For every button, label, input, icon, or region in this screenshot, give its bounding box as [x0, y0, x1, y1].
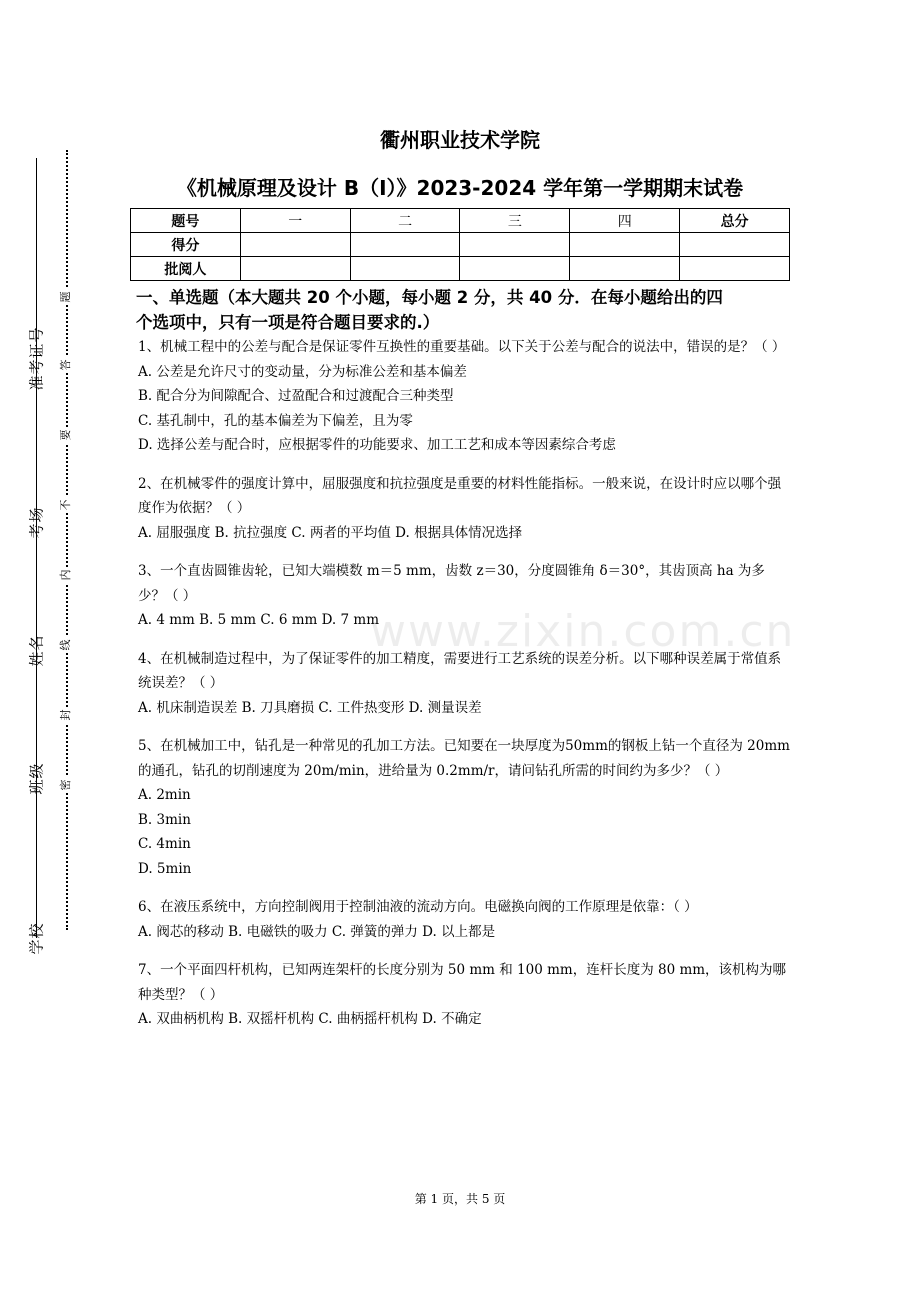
option: A. 阀芯的移动 B. 电磁铁的吸力 C. 弹簧的弹力 D. 以上都是 — [138, 923, 496, 940]
name-label: 姓名 — [27, 634, 46, 667]
option: A. 屈服强度 B. 抗拉强度 C. 两者的平均值 D. 根据具体情况选择 — [138, 524, 523, 541]
question-5 — [138, 734, 790, 881]
grader-cell[interactable] — [350, 257, 460, 281]
question-1 — [138, 335, 790, 458]
section-heading — [136, 285, 790, 335]
question-7 — [138, 958, 790, 1032]
table-header-cell: 二 — [350, 209, 460, 233]
question-6 — [138, 895, 790, 944]
score-table — [130, 208, 790, 281]
score-cell[interactable] — [460, 233, 570, 257]
seal-char: 封 — [59, 707, 73, 723]
option: B. 配合分为间隙配合、过盈配合和过渡配合三种类型 — [138, 388, 454, 404]
seal-char: 题 — [59, 289, 73, 305]
row-label-grader: 批阅人 — [131, 257, 241, 281]
question-2 — [138, 472, 790, 546]
grader-cell[interactable] — [460, 257, 570, 281]
table-header-cell: 总分 — [680, 209, 790, 233]
question-stem: 2、在机械零件的强度计算中，屈服强度和抗拉强度是重要的材料性能指标。一般来说，在设计时应以哪个强度作为依据？（ ） — [138, 475, 782, 516]
grader-cell[interactable] — [680, 257, 790, 281]
option: A. 机床制造误差 B. 刀具磨损 C. 工件热变形 D. 测量误差 — [138, 699, 482, 716]
question-stem: 6、在液压系统中，方向控制阀用于控制油液的流动方向。电磁换向阀的工作原理是依靠：（ ） — [138, 899, 698, 915]
question-stem: 1、机械工程中的公差与配合是保证零件互换性的重要基础。以下关于公差与配合的说法中，错误的是？（ ） — [138, 339, 786, 355]
table-row — [131, 233, 790, 257]
seal-char: 密 — [59, 777, 73, 793]
binding-dotted-line — [66, 150, 68, 930]
section-heading-line: 一、单选题（本大题共 20 个小题，每小题 2 分，共 40 分．在每小题给出的四 — [136, 288, 723, 307]
table-header-cell: 三 — [460, 209, 570, 233]
exam-room-label: 考场 — [27, 506, 46, 539]
table-header-cell: 一 — [240, 209, 350, 233]
score-cell[interactable] — [680, 233, 790, 257]
row-label-score: 得分 — [131, 233, 241, 257]
binding-solid-line — [36, 158, 37, 938]
score-cell[interactable] — [240, 233, 350, 257]
watermark: www.zixin.com.cn — [370, 606, 796, 657]
score-cell[interactable] — [570, 233, 680, 257]
option: D. 选择公差与配合时，应根据零件的功能要求、加工工艺和成本等因素综合考虑 — [138, 437, 616, 453]
question-4 — [138, 647, 790, 721]
binding-margin — [0, 140, 90, 960]
school-label: 学校 — [27, 922, 46, 955]
exam-id-label: 准考证号 — [27, 326, 46, 391]
seal-char: 不 — [59, 497, 73, 513]
seal-char: 线 — [59, 637, 73, 653]
class-label: 班级 — [27, 762, 46, 795]
option: A. 4 mm B. 5 mm C. 6 mm D. 7 mm — [138, 612, 379, 628]
question-3 — [138, 559, 790, 633]
question-stem: 5、在机械加工中，钻孔是一种常见的孔加工方法。已知要在一块厚度为50mm的钢板上钻一个直径为 20mm 的通孔，钻孔的切削速度为 20m/min，进给量为 0.2mm/r，请问钻孔所需的时间约为多少？（ ） — [138, 738, 790, 779]
exam-title: 《机械原理及设计 B（Ⅰ）》2023-2024 学年第一学期期末试卷 — [176, 176, 744, 200]
question-stem: 3、一个直齿圆锥齿轮，已知大端模数 m＝5 mm，齿数 z＝30，分度圆锥角 δ＝30°，其齿顶高 ha 为多少？（ ） — [138, 563, 765, 604]
table-row — [131, 257, 790, 281]
option: D. 5min — [138, 860, 192, 877]
table-header-cell: 题号 — [131, 209, 241, 233]
option: A. 双曲柄机构 B. 双摇杆机构 C. 曲柄摇杆机构 D. 不确定 — [138, 1011, 482, 1027]
seal-char: 答 — [59, 357, 73, 373]
score-cell[interactable] — [350, 233, 460, 257]
exam-content — [138, 285, 790, 1032]
seal-char: 要 — [59, 427, 73, 443]
option: A. 2min — [138, 787, 191, 803]
section-heading-line: 个选项中，只有一项是符合题目要求的.） — [136, 313, 440, 332]
page-footer: 第 1 页，共 5 页 — [414, 1192, 506, 1206]
school-name: 衢州职业技术学院 — [380, 128, 540, 152]
grader-cell[interactable] — [570, 257, 680, 281]
score-table-header-row — [131, 209, 790, 233]
option: C. 4min — [138, 836, 191, 852]
question-stem: 7、一个平面四杆机构，已知两连架杆的长度分别为 50 mm 和 100 mm，连杆长度为 80 mm，该机构为哪种类型？（ ） — [138, 962, 787, 1003]
table-header-cell: 四 — [570, 209, 680, 233]
option: B. 3min — [138, 811, 191, 828]
question-stem: 4、在机械制造过程中，为了保证零件的加工精度，需要进行工艺系统的误差分析。以下哪种误差属于常值系统误差？（ ） — [138, 650, 782, 691]
seal-char: 内 — [59, 567, 73, 583]
option: A. 公差是允许尺寸的变动量，分为标准公差和基本偏差 — [138, 363, 467, 380]
option: C. 基孔制中，孔的基本偏差为下偏差，且为零 — [138, 412, 413, 429]
grader-cell[interactable] — [240, 257, 350, 281]
